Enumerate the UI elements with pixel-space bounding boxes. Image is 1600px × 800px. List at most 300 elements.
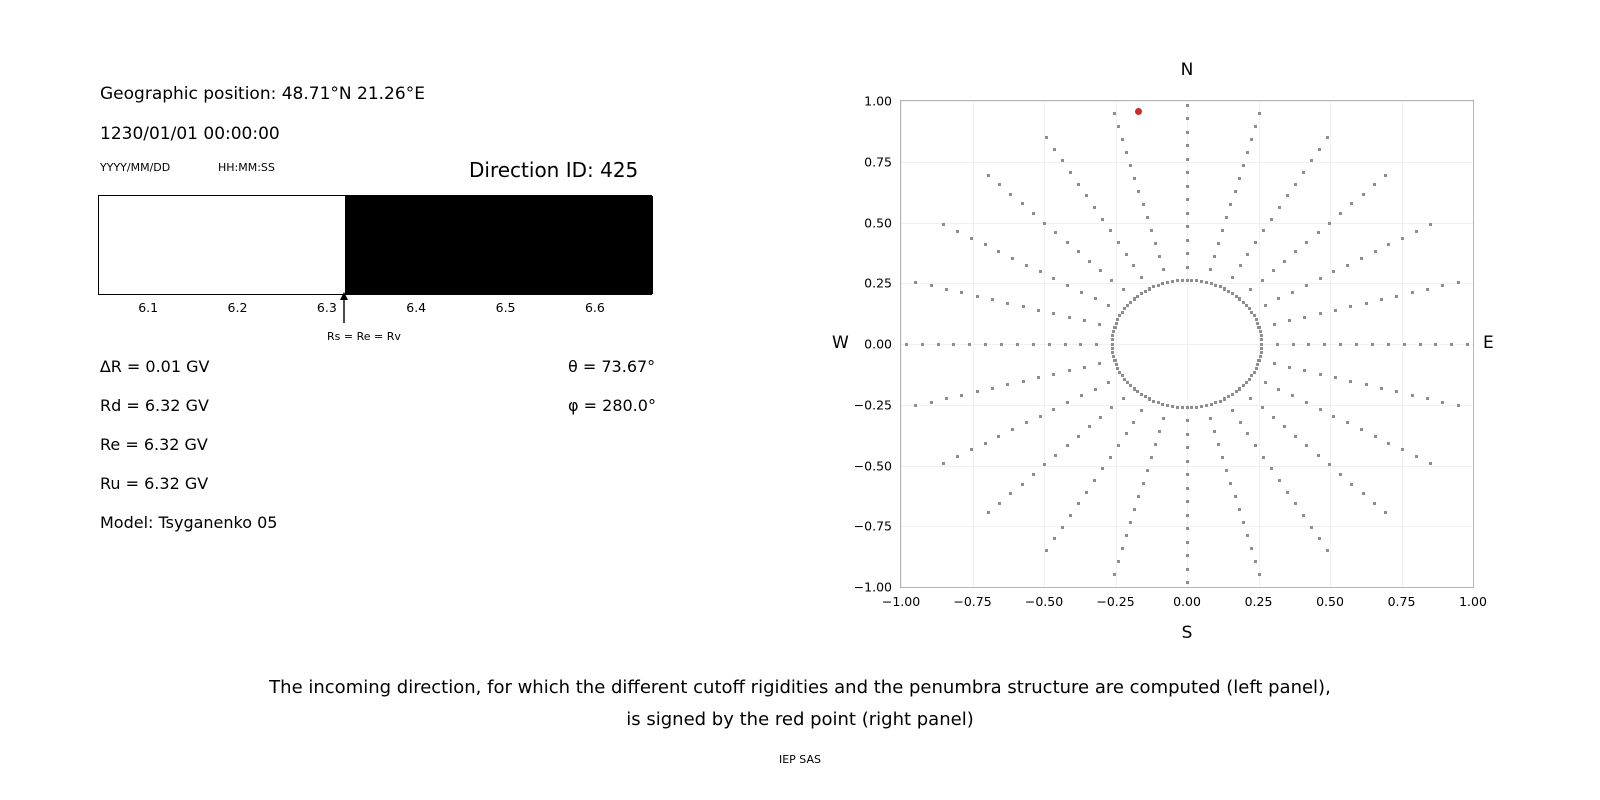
sky-y-tick: 1.00 bbox=[864, 93, 892, 109]
direction-point bbox=[998, 502, 1001, 505]
direction-point bbox=[1154, 443, 1157, 446]
direction-point bbox=[1053, 148, 1056, 151]
direction-point bbox=[1146, 216, 1149, 219]
direction-point bbox=[1043, 463, 1046, 466]
direction-point bbox=[1126, 381, 1129, 384]
direction-point bbox=[1380, 298, 1383, 301]
direction-point bbox=[1250, 311, 1253, 314]
direction-point bbox=[1264, 304, 1267, 307]
direction-point bbox=[1083, 366, 1086, 369]
direction-point bbox=[1213, 255, 1216, 258]
direction-point bbox=[1150, 229, 1153, 232]
direction-point bbox=[1270, 467, 1273, 470]
param-theta: θ = 73.67° bbox=[568, 357, 656, 376]
direction-point bbox=[1186, 527, 1189, 530]
penumbra-x-tick: 6.6 bbox=[584, 300, 605, 315]
direction-point bbox=[1307, 343, 1310, 346]
direction-point bbox=[1362, 193, 1365, 196]
time-format-label: HH:MM:SS bbox=[218, 161, 275, 174]
direction-point bbox=[1022, 380, 1025, 383]
direction-point bbox=[1066, 284, 1069, 287]
compass-west-label: W bbox=[832, 333, 849, 353]
direction-point bbox=[1186, 185, 1189, 188]
direction-point bbox=[1415, 230, 1418, 233]
direction-point bbox=[1137, 495, 1140, 498]
direction-point bbox=[1186, 117, 1189, 120]
direction-point bbox=[1434, 343, 1437, 346]
direction-point bbox=[1395, 390, 1398, 393]
direction-point bbox=[1162, 417, 1165, 420]
direction-point bbox=[1209, 268, 1212, 271]
direction-point bbox=[1052, 408, 1055, 411]
direction-point bbox=[1112, 355, 1115, 358]
direction-point bbox=[1129, 521, 1132, 524]
direction-point bbox=[1140, 292, 1143, 295]
direction-point bbox=[1066, 444, 1069, 447]
param-re: Re = 6.32 GV bbox=[100, 435, 208, 454]
direction-point bbox=[1305, 284, 1308, 287]
direction-point bbox=[1125, 534, 1128, 537]
direction-point bbox=[1250, 138, 1253, 141]
direction-point bbox=[1319, 373, 1322, 376]
direction-point bbox=[1319, 277, 1322, 280]
direction-point bbox=[1231, 393, 1234, 396]
direction-point bbox=[1154, 242, 1157, 245]
direction-point bbox=[1255, 367, 1258, 370]
direction-point bbox=[1235, 390, 1238, 393]
param-rd: Rd = 6.32 GV bbox=[100, 396, 209, 415]
direction-point bbox=[1239, 264, 1242, 267]
direction-point bbox=[970, 448, 973, 451]
direction-point bbox=[1234, 190, 1237, 193]
direction-point bbox=[1113, 359, 1116, 362]
param-ru: Ru = 6.32 GV bbox=[100, 474, 209, 493]
direction-point bbox=[1305, 401, 1308, 404]
direction-point bbox=[1045, 549, 1048, 552]
caption-line-2: is signed by the red point (right panel) bbox=[626, 709, 974, 730]
direction-point bbox=[1021, 202, 1024, 205]
direction-point bbox=[1186, 239, 1189, 242]
geographic-position-label: Geographic position: 48.71°N 21.26°E bbox=[100, 84, 425, 104]
direction-point bbox=[1210, 282, 1213, 285]
direction-point bbox=[942, 223, 945, 226]
param-delta-r: ∆R = 0.01 GV bbox=[100, 357, 210, 376]
gridline bbox=[901, 162, 1473, 163]
direction-point bbox=[1186, 406, 1189, 409]
direction-point bbox=[1209, 417, 1212, 420]
direction-point bbox=[1054, 231, 1057, 234]
direction-point bbox=[1258, 326, 1261, 329]
direction-point bbox=[1317, 454, 1320, 457]
direction-point bbox=[1294, 502, 1297, 505]
direction-point bbox=[1032, 343, 1035, 346]
direction-point bbox=[1283, 260, 1286, 263]
direction-point bbox=[1064, 343, 1067, 346]
direction-point bbox=[1466, 343, 1469, 346]
direction-point bbox=[921, 343, 924, 346]
direction-point bbox=[945, 397, 948, 400]
direction-point bbox=[1069, 514, 1072, 517]
direction-point bbox=[1339, 343, 1342, 346]
direction-point bbox=[1025, 264, 1028, 267]
direction-point bbox=[1350, 483, 1353, 486]
direction-point bbox=[914, 404, 917, 407]
direction-point bbox=[1259, 330, 1262, 333]
direction-point bbox=[1305, 241, 1308, 244]
direction-point bbox=[1415, 455, 1418, 458]
direction-point bbox=[1292, 343, 1295, 346]
direction-point bbox=[1109, 229, 1112, 232]
direction-point bbox=[1110, 406, 1113, 409]
direction-point bbox=[1217, 242, 1220, 245]
direction-point bbox=[1205, 281, 1208, 284]
direction-point bbox=[952, 343, 955, 346]
direction-point bbox=[991, 387, 994, 390]
direction-point bbox=[1186, 419, 1189, 422]
penumbra-x-tick: 6.3 bbox=[316, 300, 337, 315]
direction-point bbox=[1186, 460, 1189, 463]
direction-point bbox=[1098, 362, 1101, 365]
direction-point bbox=[1061, 526, 1064, 529]
direction-point bbox=[1303, 316, 1306, 319]
direction-point bbox=[1101, 218, 1104, 221]
direction-point bbox=[1132, 264, 1135, 267]
direction-point bbox=[1085, 194, 1088, 197]
direction-point bbox=[1195, 279, 1198, 282]
direction-point bbox=[1374, 250, 1377, 253]
direction-point bbox=[1219, 285, 1222, 288]
direction-point bbox=[1286, 194, 1289, 197]
direction-point bbox=[1190, 406, 1193, 409]
direction-point bbox=[1387, 343, 1390, 346]
direction-point bbox=[930, 401, 933, 404]
direction-point bbox=[1133, 177, 1136, 180]
direction-point bbox=[1166, 281, 1169, 284]
direction-point bbox=[1229, 482, 1232, 485]
direction-point bbox=[1401, 448, 1404, 451]
direction-point bbox=[1235, 295, 1238, 298]
direction-point bbox=[1118, 371, 1121, 374]
sky-x-tick: 0.25 bbox=[1244, 594, 1273, 609]
direction-point bbox=[1373, 183, 1376, 186]
direction-point bbox=[1150, 456, 1153, 459]
sky-x-tick: 0.50 bbox=[1316, 594, 1344, 609]
direction-point bbox=[1142, 203, 1145, 206]
direction-point bbox=[1294, 435, 1297, 438]
direction-point bbox=[1111, 338, 1114, 341]
direction-point bbox=[1429, 462, 1432, 465]
direction-point bbox=[1125, 432, 1128, 435]
sky-y-tick: 0.00 bbox=[864, 336, 892, 352]
direction-point bbox=[1129, 164, 1132, 167]
direction-point bbox=[1098, 323, 1101, 326]
direction-point bbox=[1332, 415, 1335, 418]
direction-point bbox=[1186, 144, 1189, 147]
direction-point bbox=[1349, 380, 1352, 383]
direction-point bbox=[968, 343, 971, 346]
direction-point bbox=[1288, 319, 1291, 322]
penumbra-x-tick: 6.1 bbox=[138, 300, 159, 315]
direction-point bbox=[1133, 388, 1136, 391]
direction-point bbox=[1122, 397, 1125, 400]
penumbra-x-tick: 6.4 bbox=[406, 300, 427, 315]
cutoff-arrow-icon bbox=[337, 292, 351, 324]
direction-point bbox=[1419, 343, 1422, 346]
direction-point bbox=[1186, 487, 1189, 490]
direction-point bbox=[1261, 406, 1264, 409]
direction-point bbox=[1158, 255, 1161, 258]
direction-point bbox=[1291, 394, 1294, 397]
direction-point bbox=[1374, 435, 1377, 438]
sky-y-tick: −0.50 bbox=[853, 458, 892, 473]
direction-point bbox=[1365, 383, 1368, 386]
direction-point bbox=[1032, 473, 1035, 476]
direction-point bbox=[1052, 277, 1055, 280]
direction-point bbox=[1186, 198, 1189, 201]
direction-point bbox=[1142, 482, 1145, 485]
direction-point bbox=[1066, 401, 1069, 404]
direction-point bbox=[1253, 314, 1256, 317]
direction-point bbox=[1429, 223, 1432, 226]
direction-point bbox=[1115, 322, 1118, 325]
direction-point bbox=[1294, 250, 1297, 253]
direction-point bbox=[1006, 302, 1009, 305]
direction-point bbox=[1277, 388, 1280, 391]
direction-point bbox=[1254, 241, 1257, 244]
direction-point bbox=[1181, 279, 1184, 282]
direction-point bbox=[1373, 502, 1376, 505]
direction-point bbox=[1117, 560, 1120, 563]
direction-point bbox=[1223, 287, 1226, 290]
direction-point bbox=[1318, 537, 1321, 540]
direction-point bbox=[1332, 270, 1335, 273]
direction-point bbox=[1136, 390, 1139, 393]
direction-point bbox=[1171, 280, 1174, 283]
direction-point bbox=[991, 298, 994, 301]
compass-east-label: E bbox=[1483, 333, 1494, 353]
direction-point bbox=[1349, 305, 1352, 308]
direction-point bbox=[1186, 514, 1189, 517]
direction-point bbox=[1411, 291, 1414, 294]
sky-x-tick: −0.25 bbox=[1096, 594, 1135, 609]
sky-y-tick: −0.75 bbox=[853, 518, 892, 534]
direction-point bbox=[1111, 347, 1114, 350]
direction-point bbox=[960, 291, 963, 294]
direction-point bbox=[1258, 573, 1261, 576]
direction-point bbox=[1009, 193, 1012, 196]
direction-point bbox=[1254, 444, 1257, 447]
direction-point bbox=[1328, 222, 1331, 225]
sky-y-tick: 0.25 bbox=[864, 275, 892, 291]
direction-point bbox=[1239, 421, 1242, 424]
direction-point bbox=[1258, 112, 1261, 115]
direction-point bbox=[1262, 229, 1265, 232]
direction-point bbox=[1077, 250, 1080, 253]
direction-point bbox=[1195, 406, 1198, 409]
datetime-label: 1230/01/01 00:00:00 bbox=[100, 124, 280, 144]
direction-point bbox=[1122, 288, 1125, 291]
direction-point bbox=[1294, 183, 1297, 186]
direction-point bbox=[1121, 374, 1124, 377]
direction-point bbox=[1061, 159, 1064, 162]
direction-point bbox=[1186, 212, 1189, 215]
direction-point bbox=[1181, 406, 1184, 409]
direction-point bbox=[1253, 371, 1256, 374]
direction-point bbox=[984, 343, 987, 346]
direction-point bbox=[984, 442, 987, 445]
direction-point bbox=[1094, 297, 1097, 300]
cutoff-arrow-label: Rs = Re = Rv bbox=[327, 330, 401, 343]
sky-map-panel bbox=[820, 40, 1520, 660]
direction-point bbox=[1037, 309, 1040, 312]
direction-point bbox=[1302, 171, 1305, 174]
caption-line-1: The incoming direction, for which the different cutoff rigidities and the penumbra structure are computed (left panel), bbox=[269, 677, 1331, 698]
direction-point bbox=[1246, 151, 1249, 154]
direction-point bbox=[1346, 264, 1349, 267]
direction-point bbox=[1259, 355, 1262, 358]
direction-point bbox=[1250, 374, 1253, 377]
direction-point bbox=[1411, 394, 1414, 397]
direction-point bbox=[1148, 287, 1151, 290]
penumbra-bar-chart bbox=[98, 195, 652, 295]
direction-point bbox=[1254, 560, 1257, 563]
direction-point bbox=[1099, 416, 1102, 419]
direction-point bbox=[1365, 302, 1368, 305]
direction-point bbox=[1323, 343, 1326, 346]
direction-point bbox=[1132, 421, 1135, 424]
direction-point bbox=[1190, 279, 1193, 282]
direction-point bbox=[1441, 284, 1444, 287]
direction-point bbox=[1186, 158, 1189, 161]
direction-point bbox=[1213, 430, 1216, 433]
direction-point bbox=[1088, 425, 1091, 428]
direction-point bbox=[1123, 307, 1126, 310]
direction-point bbox=[1011, 428, 1014, 431]
direction-point bbox=[1006, 383, 1009, 386]
direction-point bbox=[1043, 222, 1046, 225]
direction-point bbox=[1107, 304, 1110, 307]
direction-point bbox=[1077, 502, 1080, 505]
direction-point bbox=[1441, 401, 1444, 404]
direction-point bbox=[1217, 443, 1220, 446]
direction-point bbox=[1303, 369, 1306, 372]
direction-point bbox=[1186, 104, 1189, 107]
direction-point bbox=[1450, 343, 1453, 346]
direction-point bbox=[1260, 334, 1263, 337]
direction-point bbox=[987, 511, 990, 514]
direction-point bbox=[1256, 322, 1259, 325]
direction-point bbox=[1052, 312, 1055, 315]
direction-point bbox=[1039, 415, 1042, 418]
figure-caption bbox=[0, 672, 1600, 736]
direction-point bbox=[1085, 491, 1088, 494]
direction-point bbox=[1080, 291, 1083, 294]
direction-point bbox=[1121, 547, 1124, 550]
direction-point bbox=[1117, 444, 1120, 447]
direction-point bbox=[1238, 177, 1241, 180]
direction-point bbox=[1045, 136, 1048, 139]
direction-point bbox=[1186, 252, 1189, 255]
direction-point bbox=[1350, 202, 1353, 205]
direction-point bbox=[1140, 409, 1143, 412]
direction-point bbox=[1319, 408, 1322, 411]
direction-point bbox=[1319, 312, 1322, 315]
direction-point bbox=[1260, 347, 1263, 350]
direction-point bbox=[1176, 406, 1179, 409]
direction-point bbox=[1171, 405, 1174, 408]
direction-point bbox=[1152, 400, 1155, 403]
direction-point bbox=[1186, 581, 1189, 584]
direction-point bbox=[1248, 378, 1251, 381]
direction-point bbox=[1099, 269, 1102, 272]
penumbra-x-axis bbox=[98, 296, 654, 318]
direction-point bbox=[1110, 279, 1113, 282]
direction-point bbox=[984, 243, 987, 246]
direction-point bbox=[1326, 136, 1329, 139]
direction-point bbox=[1380, 387, 1383, 390]
direction-point bbox=[1066, 241, 1069, 244]
direction-point bbox=[1231, 276, 1234, 279]
direction-point bbox=[1162, 268, 1165, 271]
direction-point bbox=[1272, 416, 1275, 419]
direction-point bbox=[998, 183, 1001, 186]
sky-x-tick: −0.50 bbox=[1024, 594, 1064, 609]
sky-y-tick: −0.25 bbox=[853, 397, 892, 413]
direction-point bbox=[1186, 171, 1189, 174]
direction-point bbox=[1146, 469, 1149, 472]
direction-point bbox=[1221, 456, 1224, 459]
direction-point bbox=[1176, 279, 1179, 282]
direction-point bbox=[1273, 323, 1276, 326]
direction-point bbox=[1111, 351, 1114, 354]
sky-x-tick: 0.00 bbox=[1173, 594, 1201, 609]
direction-point bbox=[1113, 326, 1116, 329]
direction-point bbox=[1258, 359, 1261, 362]
direction-point bbox=[1238, 508, 1241, 511]
sky-x-axis bbox=[881, 594, 1487, 614]
direction-point bbox=[1111, 334, 1114, 337]
direction-point bbox=[1246, 432, 1249, 435]
direction-point bbox=[1225, 469, 1228, 472]
selected-direction-marker bbox=[1135, 108, 1142, 115]
direction-point bbox=[1360, 428, 1363, 431]
direction-point bbox=[1136, 295, 1139, 298]
gridline bbox=[901, 283, 1473, 284]
sky-y-tick: 0.50 bbox=[864, 215, 892, 230]
penumbra-forbidden-band bbox=[345, 196, 653, 294]
direction-point bbox=[1457, 404, 1460, 407]
direction-point bbox=[1025, 421, 1028, 424]
direction-point bbox=[1227, 395, 1230, 398]
direction-point bbox=[1186, 541, 1189, 544]
direction-point bbox=[1261, 279, 1264, 282]
direction-point bbox=[1117, 125, 1120, 128]
penumbra-x-tick: 6.5 bbox=[495, 300, 516, 315]
direction-point bbox=[937, 343, 940, 346]
direction-point bbox=[1214, 401, 1217, 404]
direction-point bbox=[1186, 446, 1189, 449]
direction-point bbox=[1186, 568, 1189, 571]
sky-y-tick: −1.00 bbox=[853, 579, 892, 595]
direction-id-label: Direction ID: 425 bbox=[469, 158, 639, 182]
sky-x-tick: −0.75 bbox=[953, 594, 992, 609]
direction-point bbox=[1326, 549, 1329, 552]
direction-point bbox=[1256, 363, 1259, 366]
direction-point bbox=[1288, 366, 1291, 369]
direction-point bbox=[1231, 409, 1234, 412]
sky-y-tick: 0.75 bbox=[864, 154, 892, 170]
gridline bbox=[901, 101, 1473, 102]
